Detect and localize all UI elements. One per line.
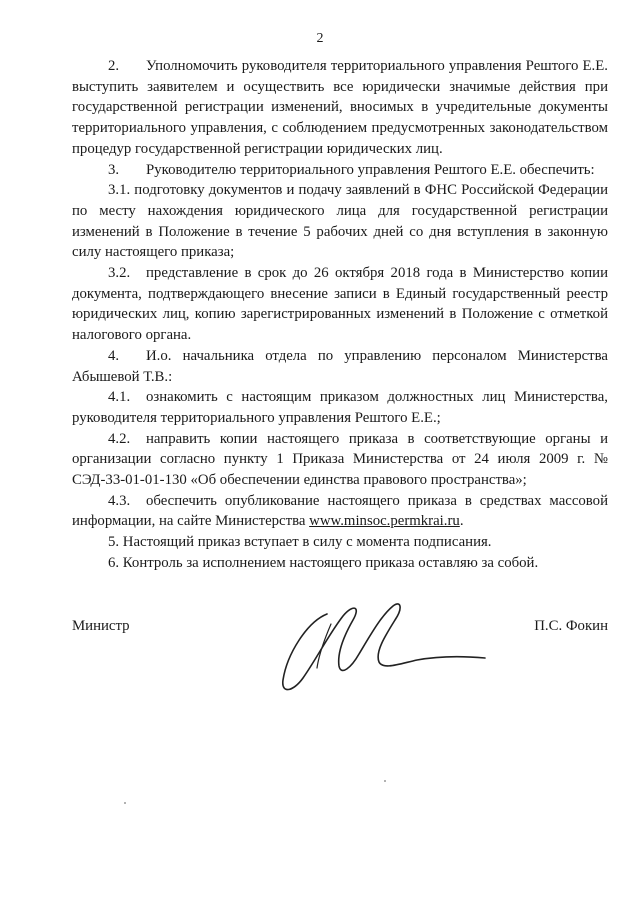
scan-speck: [124, 802, 126, 804]
paragraph-4-1: [72, 387, 608, 428]
paragraph-text: 3.1. подготовку документов и подачу заявлений в ФНС Российской Федерации по месту нахождения юридического лица для государственной регистрации изменений в Положение в течение 5 рабочих дней со дня вступления в законную силу настоящего приказа;: [72, 182, 608, 261]
paragraph-text: И.о. начальника отдела по управлению персоналом Министерства Абышевой Т.В.:: [72, 347, 608, 385]
paragraph-4-3: [72, 491, 608, 532]
paragraph-text: Руководителю территориального управления Рештого Е.Е. обеспечить:: [146, 161, 595, 178]
paragraph-2: [72, 56, 608, 160]
paragraph-text: Уполномочить руководителя территориального управления Рештого Е.Е. выступить заявителем и осуществить все юридически значимые действия при государственной регистрации изменений, вносимых в учредительные документы территориального управления, с соблюдением предусмотренных законодательством процедур государственной регистрации юридических лиц.: [72, 58, 608, 157]
paragraph-number: 4.2.: [108, 430, 131, 447]
paragraph-text: 6. Контроль за исполнением настоящего приказа оставляю за собой.: [108, 554, 539, 571]
paragraph-number: 3.: [108, 161, 120, 178]
paragraph-number: 2.: [108, 58, 120, 74]
signatory-title: Министр: [72, 618, 130, 634]
handwritten-signature: [267, 594, 497, 704]
paragraph-text: ознакомить с настоящим приказом должностных лиц Министерства, руководителя территориального управления Рештого Е.Е.;: [72, 389, 608, 426]
ministry-website-link[interactable]: www.minsoc.permkrai.ru: [309, 513, 460, 530]
document-body: [72, 56, 608, 574]
paragraph-number: 4.1.: [108, 389, 131, 406]
paragraph-4-2: [72, 429, 608, 491]
paragraph-3-1: [72, 180, 608, 263]
signature-block: [72, 608, 608, 698]
scan-speck: [384, 780, 386, 782]
paragraph-4: [72, 346, 608, 387]
paragraph-number: 4.3.: [108, 492, 131, 509]
paragraph-text: обеспечить опубликование настоящего приказа в средствах массовой информации, на сайте Министерства: [72, 492, 608, 530]
paragraph-text: представление в срок до 26 октября 2018 года в Министерство копии документа, подтверждающего внесение записи в Единый государственный реестр юридических лиц, копию зарегистрированных изменений в Положение с отметкой налогового органа.: [72, 265, 608, 344]
page-number: 2: [316, 31, 324, 46]
paragraph-number: 3.2.: [108, 265, 131, 282]
signatory-name: П.С. Фокин: [534, 618, 608, 634]
signature-drawing: [267, 594, 497, 704]
paragraph-5: [72, 532, 608, 553]
paragraph-3: [72, 160, 608, 181]
paragraph-text: направить копии настоящего приказа в соответствующие органы и организации согласно пункту 1 Приказа Министерства от 24 июля 2009 г. № СЭД-33-01-01-130 «Об обеспечении единства правового пространства»;: [72, 430, 608, 489]
paragraph-6: [72, 553, 608, 574]
paragraph-number: 4.: [108, 347, 120, 364]
paragraph-3-2: [72, 263, 608, 346]
paragraph-text-end: .: [459, 513, 464, 530]
paragraph-text: 5. Настоящий приказ вступает в силу с момента подписания.: [108, 534, 492, 551]
